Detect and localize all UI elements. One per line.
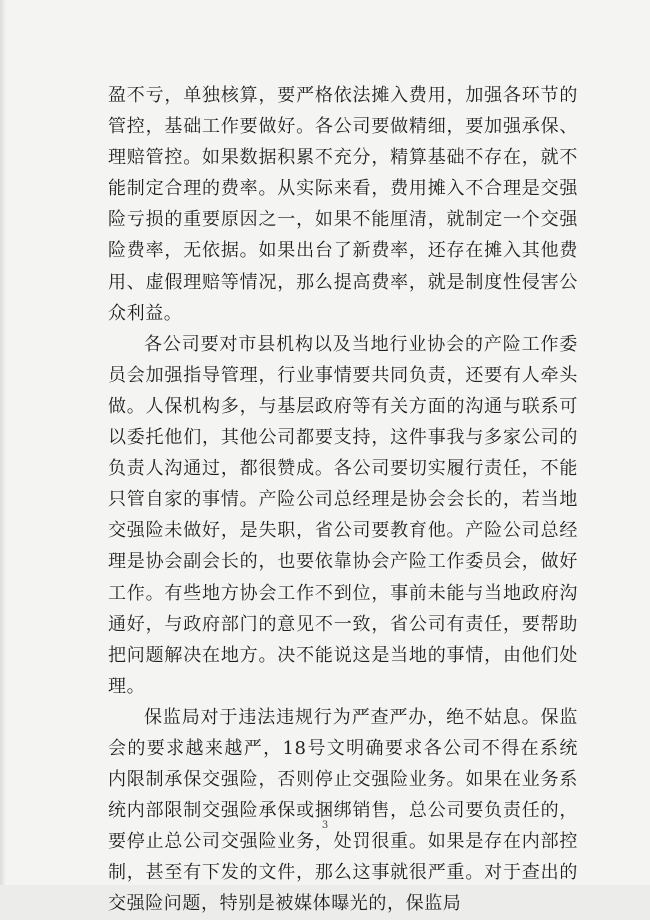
paragraph-continuation: 盈不亏，单独核算，要严格依法摊入费用，加强各环节的管控，基础工作要做好。各公司要做精细，要加强承保、理赔管控。如果数据积累不充分，精算基础不存在，就不能制定合理的费率。从实际来看，费用摊入不合理是交强险亏损的重要原因之一，如果不能厘清，就制定一个交强险费率，无依据。如果出台了新费率，还存在摊入其他费用、虚假理赔等情况，那么提高费率，就是制度性侵害公众利益。 bbox=[108, 85, 578, 324]
document-body bbox=[108, 80, 578, 920]
paragraph-coordination: 各公司要对市县机构以及当地行业协会的产险工作委员会加强指导管理，行业事情要共同负责，还要有人牵头做。人保机构多，与基层政府等有关方面的沟通与联系可以委托他们，其他公司都要支持，这件事我与多家公司的负责人沟通过，都很赞成。各公司要切实履行责任，不能只管自家的事情。产险公司总经理是协会会长的，若当地交强险未做好，是失职，省公司要教育他。产险公司总经理是协会副会长的，也要依靠协会产险工作委员会，做好工作。有些地方协会工作不到位，事前未能与当地政府沟通好，与政府部门的意见不一致，省公司有责任，要帮助把问题解决在地方。决不能说这是当地的事情，由他们处理。 bbox=[108, 333, 578, 697]
page-number: 3 bbox=[321, 820, 329, 831]
paragraph-enforcement: 保监局对于违法违规行为严查严办，绝不姑息。保监会的要求越来越严，18号文明确要求各公司不得在系统内限制承保交强险，否则停止交强险业务。如果在业务系统内部限制交强险承保或捆绑销售，总公司要负责任的，要停止总公司交强险业务，处罚很重。如果是存在内部控制，甚至有下发的文件，那么这事就很严重。对于查出的交强险问题，特别是被媒体曝光的，保监局 bbox=[108, 706, 578, 915]
scan-edge bbox=[0, 0, 6, 885]
